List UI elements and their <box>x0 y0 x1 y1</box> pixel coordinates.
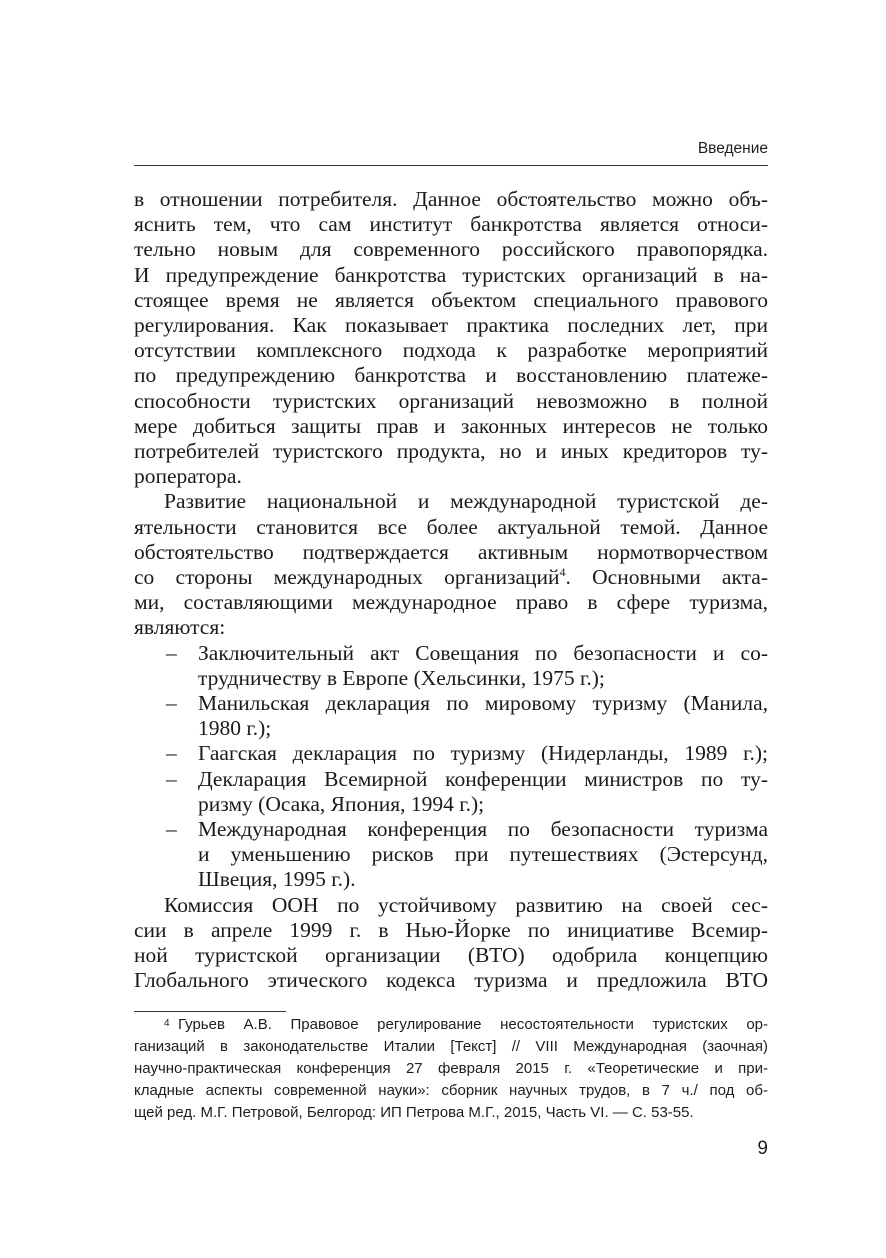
body-text: со стороны международных организаций <box>134 565 560 589</box>
body-line: мере добиться защиты прав и законных интересов не только <box>134 414 768 438</box>
body-line: в отношении потребителя. Данное обстоятельство можно объ- <box>134 187 768 211</box>
body-line: тельно новым для современного российского правопорядка. <box>134 237 768 261</box>
list-dash: – <box>166 741 177 765</box>
list-item-line: трудничеству в Европе (Хельсинки, 1975 г.); <box>198 666 605 690</box>
running-header: Введение <box>697 140 768 157</box>
footnote-rule <box>134 1011 286 1012</box>
list-item-line: Швеция, 1995 г.). <box>198 867 356 891</box>
body-line: обстоятельство подтверждается активным нормотворчеством <box>134 540 768 564</box>
footnote-line: научно-практическая конференция 27 февраля 2015 г. «Теоретические и при- <box>134 1060 768 1077</box>
footnote-line: Гурьев А.В. Правовое регулирование несостоятельности туристских ор- <box>178 1016 768 1033</box>
body-line: Глобального этического кодекса туризма и предложила ВТО <box>134 968 768 992</box>
body-line: по предупреждению банкротства и восстановлению платеже- <box>134 363 768 387</box>
body-line: стоящее время не является объектом специального правового <box>134 288 768 312</box>
list-item-line: и уменьшению рисков при путешествиях (Эстерсунд, <box>198 842 768 866</box>
footnote-line: кладные аспекты современной науки»: сборник научных трудов, в 7 ч./ под об- <box>134 1082 768 1099</box>
footnote-line: щей ред. М.Г. Петровой, Белгород: ИП Петрова М.Г., 2015, Часть VI. — С. 53-55. <box>134 1104 694 1121</box>
body-line: потребителей туристского продукта, но и иных кредиторов ту- <box>134 439 768 463</box>
body-line: ми, составляющими международное право в сфере туризма, <box>134 590 768 614</box>
body-line: отсутствии комплексного подхода к разработке мероприятий <box>134 338 768 362</box>
body-line: Комиссия ООН по устойчивому развитию на своей сес- <box>164 893 768 917</box>
list-dash: – <box>166 641 177 665</box>
list-item-line: ризму (Осака, Япония, 1994 г.); <box>198 792 485 816</box>
list-dash: – <box>166 691 177 715</box>
body-line: И предупреждение банкротства туристских организаций в на- <box>134 263 768 287</box>
footnote-marker: 4 <box>164 1018 170 1029</box>
list-item-line: Заключительный акт Совещания по безопасности и со- <box>198 641 768 665</box>
body-line: ятельности становится все более актуальной темой. Данное <box>134 515 768 539</box>
body-line: способности туристских организаций невозможно в полной <box>134 389 768 413</box>
header-rule <box>134 165 768 166</box>
body-line: регулирования. Как показывает практика последних лет, при <box>134 313 768 337</box>
body-line: ной туристской организации (ВТО) одобрила концепцию <box>134 943 768 967</box>
body-line: роператора. <box>134 464 242 488</box>
body-line: яснить тем, что сам институт банкротства является относи- <box>134 212 768 236</box>
list-item-line: Манильская декларация по мировому туризму (Манила, <box>198 691 768 715</box>
body-text: . Основными акта- <box>565 565 768 589</box>
list-item-line: Гаагская декларация по туризму (Нидерланды, 1989 г.); <box>198 741 768 765</box>
body-line-with-footnote <box>134 564 768 590</box>
footnote-reference[interactable]: 4 <box>559 564 566 579</box>
list-item-line: Международная конференция по безопасности туризма <box>198 817 768 841</box>
list-item-line: 1980 г.); <box>198 716 272 740</box>
page-number: 9 <box>757 1138 768 1159</box>
list-item-line: Декларация Всемирной конференции министров по ту- <box>198 767 768 791</box>
body-line: сии в апреле 1999 г. в Нью-Йорке по инициативе Всемир- <box>134 918 768 942</box>
footnote-line: ганизаций в законодательстве Италии [Текст] // VIII Международная (заочная) <box>134 1038 768 1055</box>
list-dash: – <box>166 767 177 791</box>
body-line: являются: <box>134 615 226 639</box>
body-line: Развитие национальной и международной туристской де- <box>164 489 768 513</box>
list-dash: – <box>166 817 177 841</box>
